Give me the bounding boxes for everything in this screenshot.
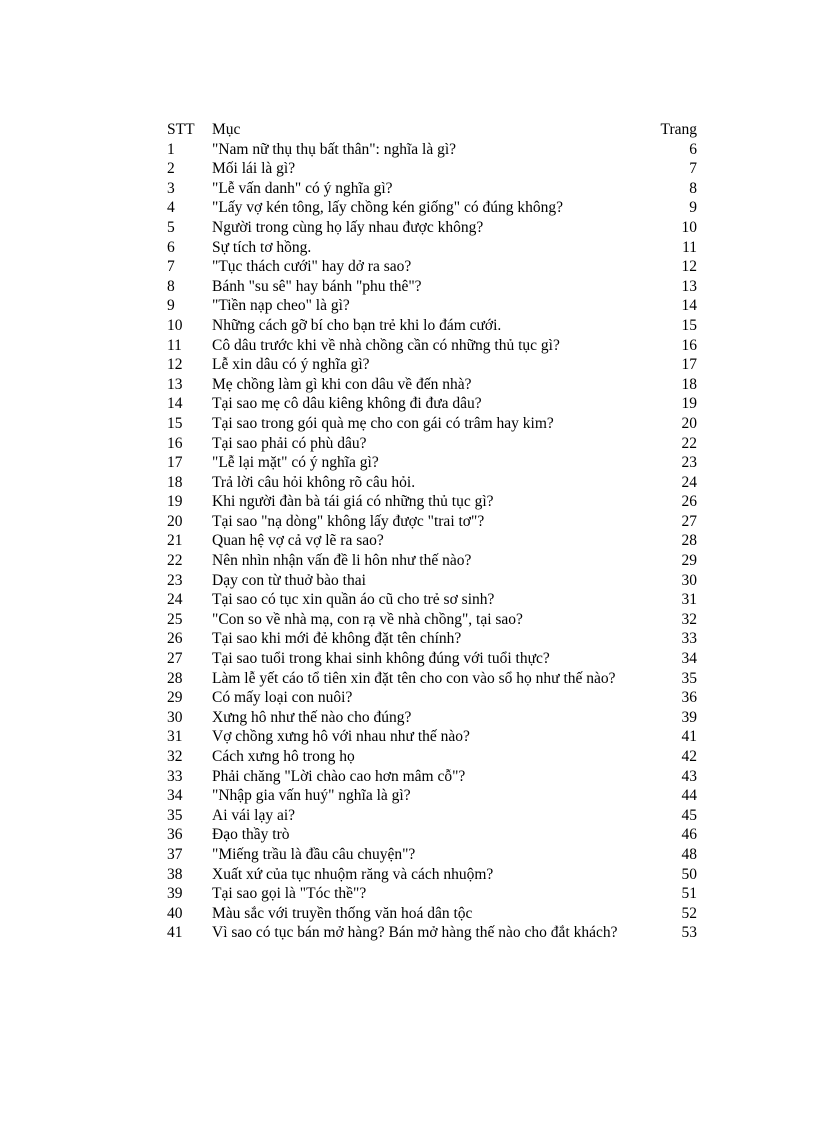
toc-entry xyxy=(167,727,697,747)
toc-entry xyxy=(167,336,697,356)
entry-number: 10 xyxy=(167,316,183,334)
entry-number: 19 xyxy=(167,493,183,511)
entry-title: Mối lái là gì? xyxy=(212,160,296,178)
entry-title: Ai vái lạy ai? xyxy=(212,806,296,824)
toc-entry xyxy=(167,414,697,434)
toc-entry xyxy=(167,669,697,689)
toc-entry xyxy=(167,473,697,493)
entry-number: 20 xyxy=(167,512,183,530)
entry-page-number: 32 xyxy=(681,610,697,628)
entry-title: Khi người đàn bà tái giá có những thủ tục gì? xyxy=(212,493,494,511)
entry-title: Mẹ chồng làm gì khi con dâu về đến nhà? xyxy=(212,375,472,393)
entry-page-number: 39 xyxy=(681,708,697,726)
entry-number: 25 xyxy=(167,610,183,628)
entry-number: 1 xyxy=(167,140,175,158)
entry-page-number: 19 xyxy=(681,395,697,413)
entry-page-number: 51 xyxy=(681,885,697,903)
toc-entry xyxy=(167,394,697,414)
entry-page-number: 33 xyxy=(681,630,697,648)
header-page: Trang xyxy=(660,121,697,138)
toc-entry xyxy=(167,316,697,336)
entry-number: 5 xyxy=(167,218,175,236)
entry-title: "Lễ vấn danh" có ý nghĩa gì? xyxy=(212,179,393,197)
entry-page-number: 27 xyxy=(681,512,697,530)
entry-number: 31 xyxy=(167,728,183,746)
entry-number: 15 xyxy=(167,414,183,432)
entry-page-number: 12 xyxy=(681,258,697,276)
entry-title: Tại sao trong gói quà mẹ cho con gái có trâm hay kim? xyxy=(212,414,554,432)
entry-page-number: 28 xyxy=(681,532,697,550)
toc-entry xyxy=(167,277,697,297)
toc-entry xyxy=(167,884,697,904)
entry-title: Trả lời câu hỏi không rõ câu hỏi. xyxy=(212,473,416,491)
toc-entry xyxy=(167,140,697,160)
entry-number: 22 xyxy=(167,552,183,570)
toc-entry xyxy=(167,923,697,943)
entry-number: 12 xyxy=(167,356,183,374)
entry-title: Tại sao phải có phù dâu? xyxy=(212,434,367,452)
entry-page-number: 16 xyxy=(681,336,697,354)
entry-page-number: 17 xyxy=(681,356,697,374)
entry-number: 36 xyxy=(167,826,183,844)
entry-title: Dạy con từ thuở bào thai xyxy=(212,571,366,589)
entry-number: 32 xyxy=(167,748,183,765)
toc-entry xyxy=(167,865,697,885)
entry-title: Vì sao có tục bán mở hàng? Bán mở hàng thế nào cho đắt khách? xyxy=(212,924,618,942)
entry-title: Tại sao "nạ dòng" không lấy được "trai tơ"? xyxy=(212,512,485,530)
entry-title: Cô dâu trước khi về nhà chồng cần có những thủ tục gì? xyxy=(212,336,560,354)
entry-number: 38 xyxy=(167,865,183,883)
entry-number: 30 xyxy=(167,708,183,726)
entry-number: 34 xyxy=(167,787,183,805)
entry-number: 4 xyxy=(167,199,175,217)
toc-entry xyxy=(167,179,697,199)
toc-entry xyxy=(167,238,697,258)
entry-title: Có mấy loại con nuôi? xyxy=(212,689,353,707)
entry-page-number: 29 xyxy=(681,552,697,570)
entry-title: Những cách gỡ bí cho bạn trẻ khi lo đám cưới. xyxy=(212,316,502,334)
entry-number: 37 xyxy=(167,845,183,863)
entry-title: Bánh "su sê" hay bánh "phu thê"? xyxy=(212,277,422,295)
entry-title: Sự tích tơ hồng. xyxy=(212,238,312,256)
entry-page-number: 53 xyxy=(681,924,697,942)
entry-title: Tại sao gọi là "Tóc thề"? xyxy=(212,885,367,903)
entry-page-number: 14 xyxy=(681,297,697,315)
entry-number: 8 xyxy=(167,277,175,295)
entry-title: Màu sắc với truyền thống văn hoá dân tộc xyxy=(212,904,473,922)
entry-number: 39 xyxy=(167,885,183,903)
entry-page-number: 31 xyxy=(681,591,697,609)
entry-page-number: 9 xyxy=(689,199,697,217)
entry-number: 16 xyxy=(167,434,183,452)
entry-number: 2 xyxy=(167,160,175,178)
toc-entry xyxy=(167,257,697,277)
toc-entry xyxy=(167,198,697,218)
entry-title: Tại sao mẹ cô dâu kiêng không đi đưa dâu? xyxy=(212,395,482,413)
entry-page-number: 15 xyxy=(681,316,697,334)
entry-page-number: 35 xyxy=(681,669,697,687)
toc-entry xyxy=(167,571,697,591)
entry-title: "Nam nữ thụ thụ bất thân": nghĩa là gì? xyxy=(212,140,457,158)
entry-title: Xưng hô như thế nào cho đúng? xyxy=(212,708,412,726)
entry-title: Người trong cùng họ lấy nhau được không? xyxy=(212,218,484,236)
toc-entry xyxy=(167,688,697,708)
entry-number: 27 xyxy=(167,650,183,668)
toc-entry xyxy=(167,904,697,924)
entry-number: 14 xyxy=(167,395,183,413)
entry-page-number: 50 xyxy=(681,865,697,883)
toc-entry xyxy=(167,845,697,865)
entry-number: 35 xyxy=(167,806,183,824)
entry-page-number: 34 xyxy=(681,650,697,668)
toc-entry xyxy=(167,629,697,649)
entry-number: 7 xyxy=(167,258,175,276)
entry-title: Phải chăng "Lời chào cao hơn mâm cỗ"? xyxy=(212,767,466,785)
toc-entry xyxy=(167,767,697,787)
entry-page-number: 23 xyxy=(681,454,697,472)
header-title: Mục xyxy=(212,121,241,138)
header-stt: STT xyxy=(167,121,195,138)
entry-number: 40 xyxy=(167,904,183,922)
entry-page-number: 22 xyxy=(681,434,697,452)
entry-number: 18 xyxy=(167,473,183,491)
toc-entry xyxy=(167,786,697,806)
entry-page-number: 24 xyxy=(681,473,697,491)
entry-page-number: 18 xyxy=(681,375,697,393)
toc-entry xyxy=(167,590,697,610)
entry-number: 17 xyxy=(167,454,183,472)
toc-rows xyxy=(167,140,697,943)
entry-title: Nên nhìn nhận vấn đề li hôn như thế nào? xyxy=(212,552,472,570)
entry-title: Xuất xứ của tục nhuộm răng và cách nhuộm? xyxy=(212,865,494,883)
entry-number: 13 xyxy=(167,375,183,393)
toc-header xyxy=(167,120,697,140)
entry-page-number: 46 xyxy=(681,826,697,844)
entry-title: "Miếng trầu là đầu câu chuyện"? xyxy=(212,845,416,863)
toc-entry xyxy=(167,434,697,454)
entry-number: 29 xyxy=(167,689,183,707)
entry-title: "Nhập gia vấn huý" nghĩa là gì? xyxy=(212,787,411,805)
entry-title: Cách xưng hô trong họ xyxy=(212,748,355,765)
toc-entry xyxy=(167,375,697,395)
entry-title: Tại sao khi mới đẻ không đặt tên chính? xyxy=(212,630,462,648)
entry-page-number: 43 xyxy=(681,767,697,785)
entry-title: "Con so về nhà mạ, con rạ về nhà chồng", tại sao? xyxy=(212,610,523,628)
toc-entry xyxy=(167,296,697,316)
entry-page-number: 44 xyxy=(681,787,697,805)
entry-title: "Tiền nạp cheo" là gì? xyxy=(212,297,350,315)
entry-page-number: 52 xyxy=(681,904,697,922)
toc-entry xyxy=(167,218,697,238)
entry-page-number: 6 xyxy=(689,140,697,158)
entry-number: 11 xyxy=(167,336,182,354)
entry-number: 9 xyxy=(167,297,175,315)
entry-number: 26 xyxy=(167,630,183,648)
entry-number: 3 xyxy=(167,179,175,197)
toc-entry xyxy=(167,492,697,512)
toc-entry xyxy=(167,159,697,179)
toc-entry xyxy=(167,610,697,630)
entry-title: Tại sao tuổi trong khai sinh không đúng với tuổi thực? xyxy=(212,650,550,668)
entry-title: Tại sao có tục xin quần áo cũ cho trẻ sơ sinh? xyxy=(212,591,495,609)
entry-number: 21 xyxy=(167,532,183,550)
toc-entry xyxy=(167,806,697,826)
entry-page-number: 7 xyxy=(689,160,697,178)
entry-title: Vợ chồng xưng hô với nhau như thế nào? xyxy=(212,728,470,746)
entry-title: "Lấy vợ kén tông, lấy chồng kén giống" có đúng không? xyxy=(212,199,564,217)
entry-page-number: 13 xyxy=(681,277,697,295)
entry-page-number: 8 xyxy=(689,179,697,197)
toc-entry xyxy=(167,649,697,669)
entry-number: 6 xyxy=(167,238,175,256)
toc-entry xyxy=(167,531,697,551)
entry-number: 28 xyxy=(167,669,183,687)
entry-number: 41 xyxy=(167,924,183,942)
entry-number: 33 xyxy=(167,767,183,785)
entry-page-number: 48 xyxy=(681,845,697,863)
entry-title: Lễ xin dâu có ý nghĩa gì? xyxy=(212,356,370,374)
entry-title: Làm lễ yết cáo tổ tiên xin đặt tên cho con vào sổ họ như thế nào? xyxy=(212,669,616,687)
entry-page-number: 41 xyxy=(681,728,697,746)
entry-page-number: 26 xyxy=(681,493,697,511)
toc-entry xyxy=(167,708,697,728)
entry-title: "Tục thách cưới" hay dở ra sao? xyxy=(212,258,412,276)
toc-entry xyxy=(167,747,697,767)
entry-number: 23 xyxy=(167,571,183,589)
entry-title: Quan hệ vợ cả vợ lẽ ra sao? xyxy=(212,532,384,550)
toc-entry xyxy=(167,551,697,571)
entry-page-number: 11 xyxy=(682,238,697,256)
entry-title: Đạo thầy trò xyxy=(212,826,290,844)
toc-entry xyxy=(167,453,697,473)
entry-page-number: 30 xyxy=(681,571,697,589)
entry-page-number: 10 xyxy=(681,218,697,236)
toc-entry xyxy=(167,512,697,532)
toc-entry xyxy=(167,825,697,845)
entry-page-number: 45 xyxy=(681,806,697,824)
table-of-contents xyxy=(167,120,697,943)
entry-page-number: 20 xyxy=(681,414,697,432)
entry-title: "Lễ lại mặt" có ý nghĩa gì? xyxy=(212,454,379,472)
entry-number: 24 xyxy=(167,591,183,609)
entry-page-number: 42 xyxy=(681,748,697,765)
toc-entry xyxy=(167,355,697,375)
entry-page-number: 36 xyxy=(681,689,697,707)
